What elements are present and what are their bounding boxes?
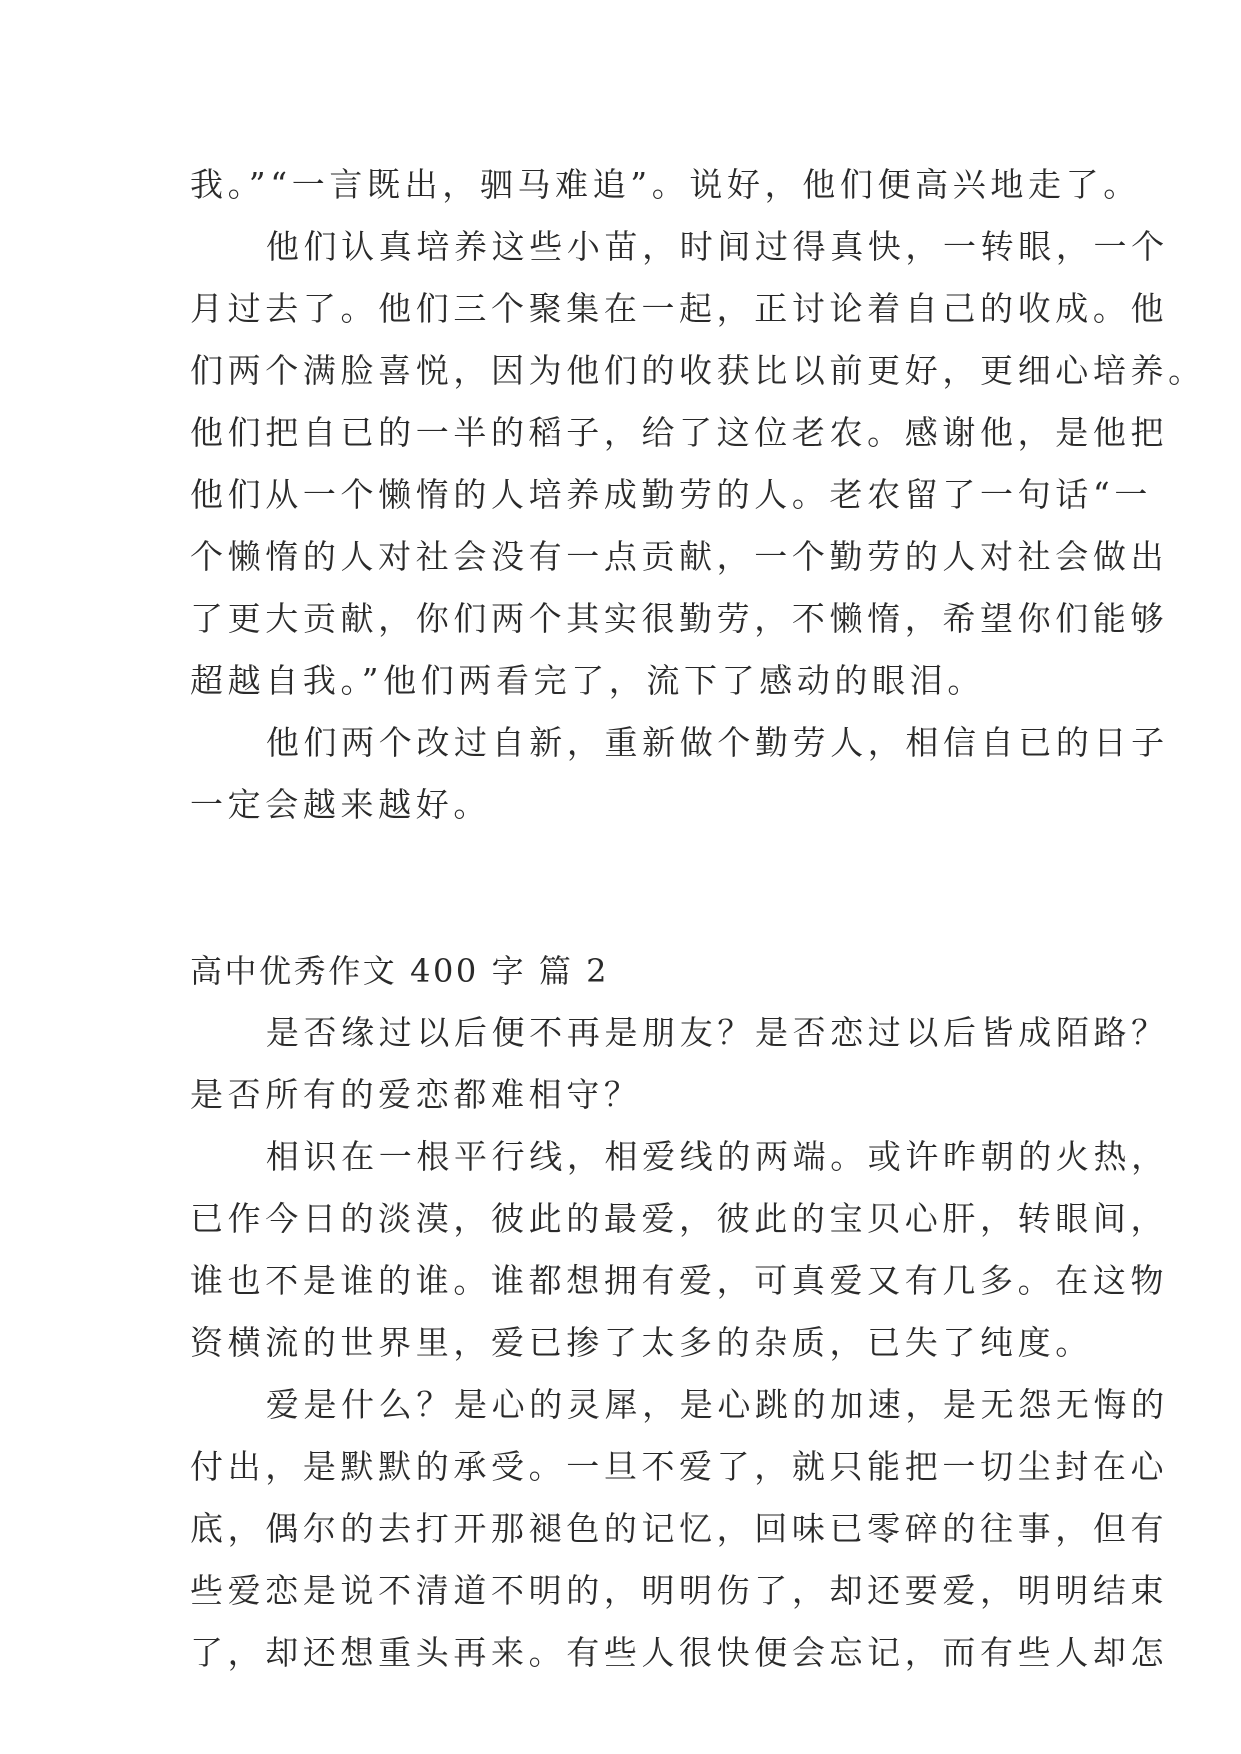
text-line: 月过去了。他们三个聚集在一起，正讨论着自己的收成。他 xyxy=(190,289,1169,328)
text-line: 一定会越来越好。 xyxy=(190,785,491,824)
paragraph-start-line: 他们两个改过自新，重新做个勤劳人，相信自已的日子 xyxy=(265,723,1169,762)
text-line: 他们从一个懒惰的人培养成勤劳的人。老农留了一句话“一 xyxy=(190,475,1152,514)
paragraph-start-line: 是否缘过以后便不再是朋友？是否恋过以后皆成陌路？ xyxy=(265,1013,1169,1052)
text-line: 超越自我。”他们两看完了，流下了感动的眼泪。 xyxy=(190,661,986,700)
text-line: 资横流的世界里，爱已掺了太多的杂质，已失了纯度。 xyxy=(190,1323,1093,1362)
section-heading: 高中优秀作文 400 字 篇 2 xyxy=(190,952,610,990)
text-line: 是否所有的爱恋都难相守？ xyxy=(190,1075,642,1114)
text-line: 了更大贡献，你们两个其实很勤劳，不懒惰，希望你们能够 xyxy=(190,599,1169,638)
text-line: 们两个满脸喜悦，因为他们的收获比以前更好，更细心培养。 xyxy=(190,351,1206,390)
text-line: 个懒惰的人对社会没有一点贡献，一个勤劳的人对社会做出 xyxy=(190,537,1169,576)
text-line: 他们把自已的一半的稻子，给了这位老农。感谢他，是他把 xyxy=(190,413,1169,452)
paragraph-start-line: 相识在一根平行线，相爱线的两端。或许昨朝的火热， xyxy=(265,1137,1169,1176)
text-line: 谁也不是谁的谁。谁都想拥有爱，可真爱又有几多。在这物 xyxy=(190,1261,1169,1300)
section-gap xyxy=(190,836,1070,940)
paragraph-start-line: 爱是什么？是心的灵犀，是心跳的加速，是无怨无悔的 xyxy=(265,1385,1169,1424)
text-line: 付出，是默默的承受。一旦不爱了，就只能把一切尘封在心 xyxy=(190,1447,1169,1486)
text-line: 已作今日的淡漠，彼此的最爱，彼此的宝贝心肝，转眼间， xyxy=(190,1199,1169,1238)
paragraph-start-line: 他们认真培养这些小苗，时间过得真快，一转眼，一个 xyxy=(265,227,1169,266)
text-line: 底，偶尔的去打开那褪色的记忆，回味已零碎的往事，但有 xyxy=(190,1509,1169,1548)
text-line: 了，却还想重头再来。有些人很快便会忘记，而有些人却怎 xyxy=(190,1633,1169,1672)
text-line: 些爱恋是说不清道不明的，明明伤了，却还要爱，明明结束 xyxy=(190,1571,1169,1610)
text-line: 我。”“一言既出，驷马难追”。说好，他们便高兴地走了。 xyxy=(190,165,1141,204)
document-body xyxy=(190,154,1206,1684)
